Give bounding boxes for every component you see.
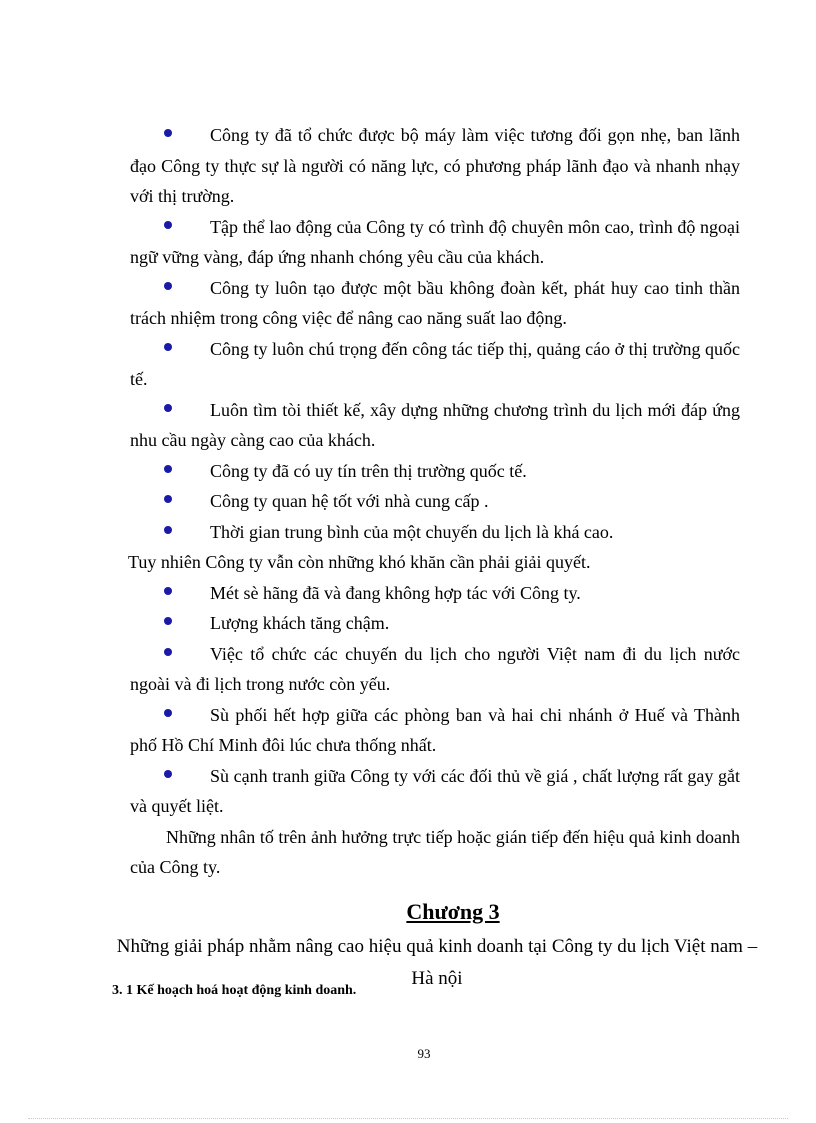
list-item-text: Công ty quan hệ tốt với nhà cung cấp . (210, 491, 489, 511)
strengths-list (130, 120, 740, 547)
list-item-text: Công ty luôn chú trọng đến công tác tiếp thị, quảng cáo ở thị trường quốc tế. (130, 338, 740, 389)
page-body (116, 120, 758, 995)
bullet-dot-icon (164, 404, 172, 412)
page-number: 93 (417, 1046, 431, 1061)
list-item-text: Lượng khách tăng chậm. (210, 613, 390, 633)
list-item-text: Mét sè hãng đã và đang không hợp tác với Công ty. (210, 582, 581, 603)
list-item-text: Công ty đã có uy tín trên thị trường quốc tế. (210, 460, 527, 481)
bullet-dot-icon (164, 221, 172, 229)
list-item-text: Công ty luôn tạo được một bầu không đoàn kết, phát huy cao tinh thần trách nhiệm trong công việc để nâng cao năng suất lao động. (130, 277, 740, 328)
list-item-text: Sù cạnh tranh giữa Công ty với các đối thủ về giá , chất lượng rất gay gắt và quyết liệt. (130, 765, 740, 816)
list-item-text: Luôn tìm tòi thiết kế, xây dựng những chương trình du lịch mới đáp ứng nhu cầu ngày càng cao của khách. (130, 399, 740, 450)
bullet-dot-icon (164, 617, 172, 625)
bullet-dot-icon (164, 495, 172, 503)
list-item (130, 578, 740, 609)
list-item (130, 761, 740, 822)
list-item (130, 700, 740, 761)
list-item (130, 608, 740, 639)
list-item (130, 517, 740, 548)
bullet-dot-icon (164, 770, 172, 778)
bullet-dot-icon (164, 709, 172, 717)
closing-paragraph: Những nhân tố trên ảnh hưởng trực tiếp hoặc gián tiếp đến hiệu quả kinh doanh của Công ty. (130, 826, 740, 877)
list-item (130, 456, 740, 487)
bullet-dot-icon (164, 465, 172, 473)
bullet-dot-icon (164, 526, 172, 534)
list-item (130, 486, 740, 517)
list-item (130, 395, 740, 456)
chapter-subtitle: Những giải pháp nhằm nâng cao hiệu quả kinh doanh tại Công ty du lịch Việt nam – Hà nội (116, 935, 758, 989)
transition-line: Tuy nhiên Công ty vẫn còn những khó khăn cần phải giải quyết. (128, 552, 591, 572)
list-item-text: Thời gian trung bình của một chuyến du lịch là khá cao. (210, 521, 614, 542)
list-item (130, 334, 740, 395)
footer-divider (28, 1118, 788, 1119)
list-item-text: Sù phối hết hợp giữa các phòng ban và hai chi nhánh ở Huế và Thành phố Hồ Chí Minh đôi lúc chưa thống nhất. (130, 704, 740, 755)
difficulties-list (130, 578, 740, 822)
list-item (130, 273, 740, 334)
bullet-dot-icon (164, 343, 172, 351)
list-item (130, 639, 740, 700)
list-item-text: Tập thể lao động của Công ty có trình độ chuyên môn cao, trình độ ngoại ngữ vững vàng, đáp ứng nhanh chóng yêu cầu của khách. (130, 216, 740, 267)
list-item (130, 212, 740, 273)
bullet-dot-icon (164, 129, 172, 137)
list-item-text: Việc tổ chức các chuyến du lịch cho người Việt nam đi du lịch nước ngoài và đi lịch trong nước còn yếu. (130, 643, 740, 694)
bullet-dot-icon (164, 282, 172, 290)
list-item-text: Công ty đã tổ chức được bộ máy làm việc tương đối gọn nhẹ, ban lãnh đạo Công ty thực sự là người có năng lực, có phương pháp lãnh đạo và nhanh nhạy với thị trường. (130, 125, 740, 206)
section-heading: 3. 1 Kế hoạch hoá hoạt động kinh doanh. (112, 983, 357, 998)
bullet-dot-icon (164, 648, 172, 656)
bullet-dot-icon (164, 587, 172, 595)
list-item (130, 120, 740, 212)
chapter-title: Chương 3 (406, 898, 500, 924)
